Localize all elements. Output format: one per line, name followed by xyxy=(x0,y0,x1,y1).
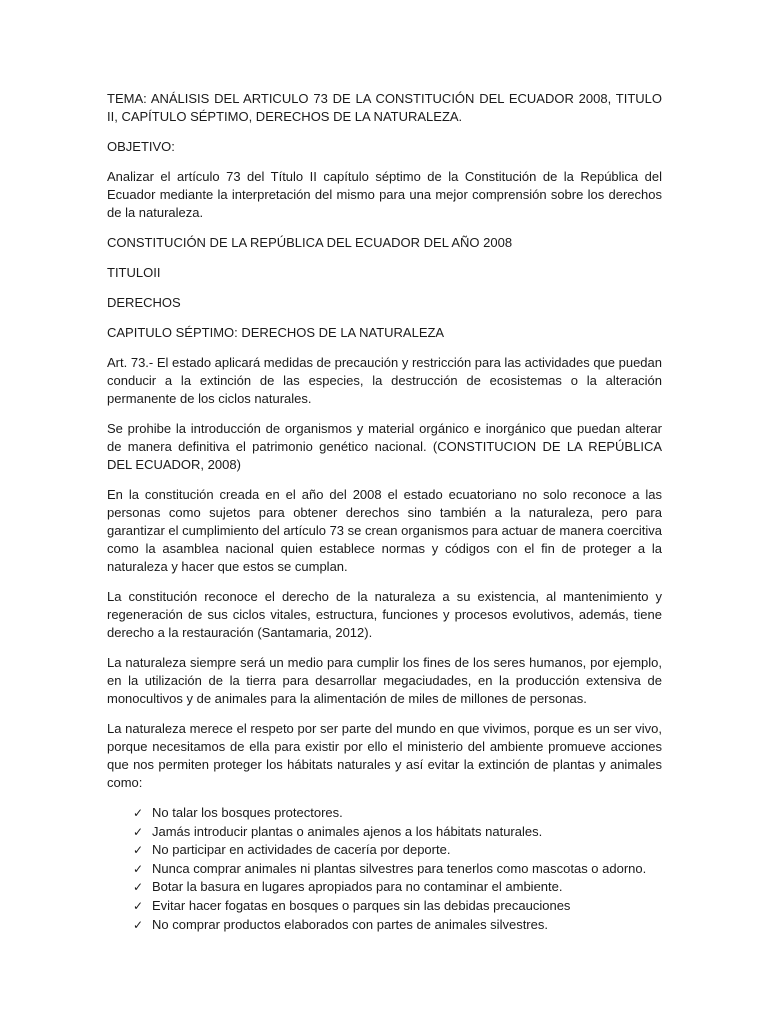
objetivo-text: Analizar el artículo 73 del Título II capítulo séptimo de la Constitución de la República del Ecuador mediante la interpretación del mismo para una mejor comprensión sobre los derechos de la naturaleza. xyxy=(107,169,662,220)
capitulo-heading: CAPITULO SÉPTIMO: DERECHOS DE LA NATURALEZA xyxy=(107,325,445,340)
checkmark-icon: ✓ xyxy=(133,917,144,932)
paragraph-constitution-2008: En la constitución creada en el año del 2008 el estado ecuatoriano no solo reconoce a las personas como sujetos para obtener derechos sino también a la naturaleza, pero para garantizar el cumplimiento del artículo 73 se crean organismos para actuar de manera coercitiva como la asamblea nacional quien establece normas y códigos con el fin de proteger a la naturaleza y hacer que estos se cumplan. xyxy=(107,487,662,574)
paragraph-article-73: Art. 73.- El estado aplicará medidas de precaución y restricción para las actividades que puedan conducir a la extinción de las especies, la destrucción de ecosistemas o la alteración permanente de los ciclos naturales. xyxy=(107,355,662,406)
list-item-text: Botar la basura en lugares apropiados para no contaminar el ambiente. xyxy=(152,879,563,895)
protection-actions-list xyxy=(107,804,662,934)
checkmark-icon: ✓ xyxy=(133,843,144,858)
list-item-text: No comprar productos elaborados con partes de animales silvestres. xyxy=(152,916,548,932)
checkmark-icon: ✓ xyxy=(133,898,144,913)
list-item xyxy=(133,804,662,823)
list-item xyxy=(133,860,662,879)
paragraph-nature-rights: La constitución reconoce el derecho de la naturaleza a su existencia, al mantenimiento y regeneración de sus ciclos vitales, estructura, funciones y procesos evolutivos, además, tiene derecho a la restauración (Santamaria, 2012). xyxy=(107,589,662,640)
checkmark-icon: ✓ xyxy=(133,861,144,876)
list-item xyxy=(133,841,662,860)
derechos-heading: DERECHOS xyxy=(107,295,181,310)
checkmark-icon: ✓ xyxy=(133,824,144,839)
list-item-text: No talar los bosques protectores. xyxy=(152,805,343,820)
list-item-text: Jamás introducir plantas o animales ajenos a los hábitats naturales. xyxy=(152,823,543,839)
list-item xyxy=(133,916,662,935)
paragraph-nature-respect: La naturaleza merece el respeto por ser parte del mundo en que vivimos, porque es un ser vivo, porque necesitamos de ella para existir por ello el ministerio del ambiente promueve acciones que nos permiten proteger los hábitats naturales y así evitar la extinción de plantas y animales como: xyxy=(107,721,662,790)
checkmark-icon: ✓ xyxy=(133,806,144,820)
objetivo-label: OBJETIVO: xyxy=(107,139,175,154)
list-item xyxy=(133,878,662,897)
titulo-heading: TITULOII xyxy=(107,265,161,280)
tema-heading: TEMA: ANÁLISIS DEL ARTICULO 73 DE LA CONSTITUCIÓN DEL ECUADOR 2008, TITULO II, CAPÍTULO SÉPTIMO, DERECHOS DE LA NATURALEZA. xyxy=(107,91,662,124)
list-item-text: Evitar hacer fogatas en bosques o parques sin las debidas precauciones xyxy=(152,897,571,913)
list-item-text: No participar en actividades de cacería por deporte. xyxy=(152,842,451,858)
paragraph-nature-means: La naturaleza siempre será un medio para cumplir los fines de los seres humanos, por ejemplo, en la utilización de la tierra para desarrollar megaciudades, en la producción extensiva de monocultivos y de animales para la alimentación de miles de millones de personas. xyxy=(107,655,662,706)
list-item xyxy=(133,897,662,916)
document-page xyxy=(107,90,662,934)
list-item xyxy=(133,823,662,842)
list-item-text: Nunca comprar animales ni plantas silvestres para tenerlos como mascotas o adorno. xyxy=(152,860,647,876)
checkmark-icon: ✓ xyxy=(133,880,144,895)
constitucion-heading: CONSTITUCIÓN DE LA REPÚBLICA DEL ECUADOR DEL AÑO 2008 xyxy=(107,235,513,250)
paragraph-prohibition: Se prohibe la introducción de organismos y material orgánico e inorgánico que puedan alterar de manera definitiva el patrimonio genético nacional. (CONSTITUCION DE LA REPÚBLICA DEL ECUADOR, 2008) xyxy=(107,421,662,472)
